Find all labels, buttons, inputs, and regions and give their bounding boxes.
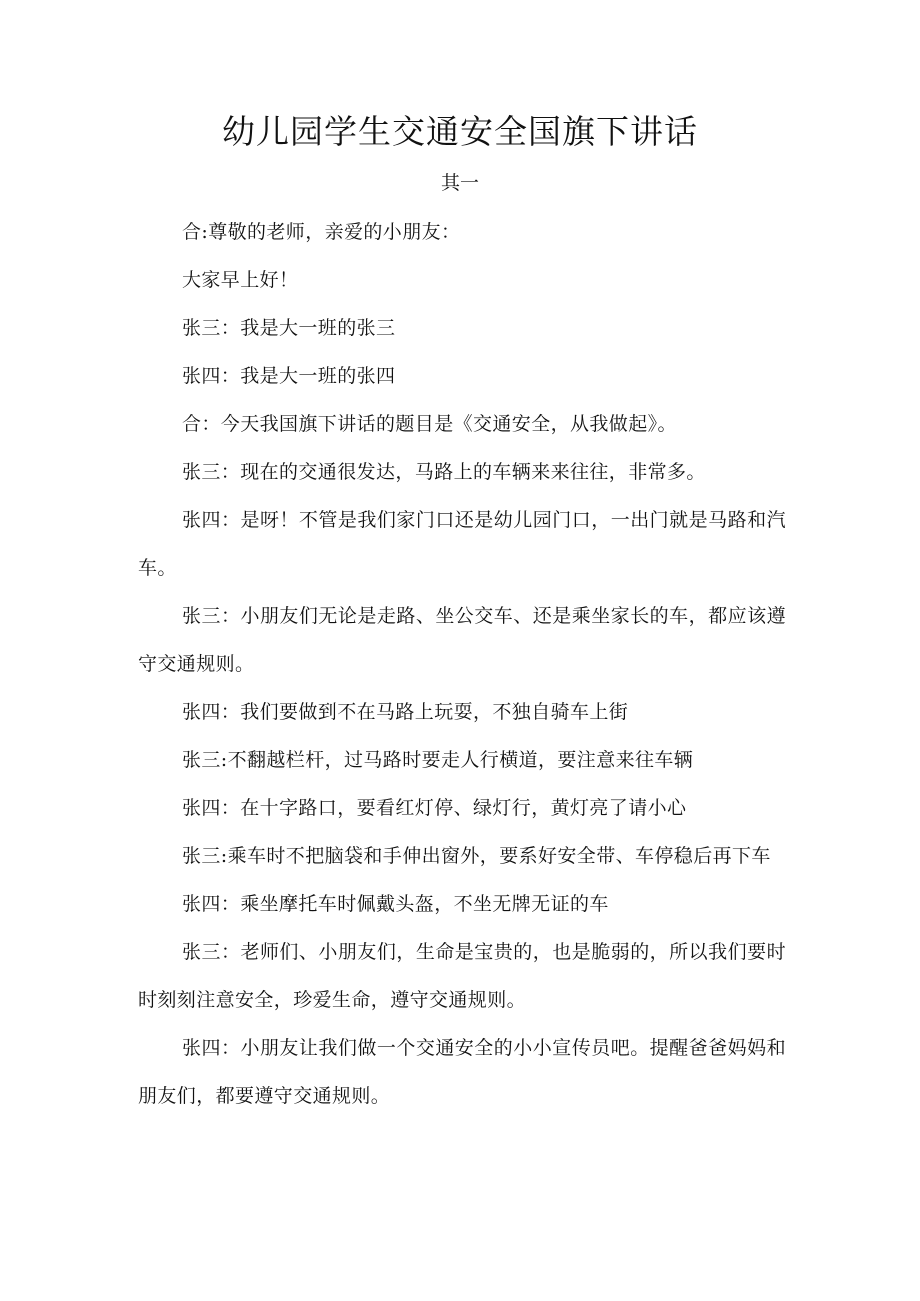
paragraph: 张四：我是大一班的张四 <box>182 365 396 387</box>
paragraph: 张三:乘车时不把脑袋和手伸出窗外，要系好安全带、车停稳后再下车 <box>182 845 771 867</box>
paragraph: 张四：是呀！不管是我们家门口还是幼儿园门口，一出门就是马路和汽车。 <box>138 509 786 579</box>
paragraph: 张三:不翻越栏杆，过马路时要走人行横道，要注意来往车辆 <box>182 749 694 771</box>
paragraph: 合:尊敬的老师，亲爱的小朋友： <box>182 221 461 243</box>
paragraph: 张三：老师们、小朋友们，生命是宝贵的，也是脆弱的，所以我们要时时刻刻注意安全，珍爱生命，遵守交通规则。 <box>138 941 786 1011</box>
paragraph: 张四：在十字路口，要看红灯停、绿灯行，黄灯亮了请小心 <box>182 797 687 819</box>
paragraph: 张四：我们要做到不在马路上玩耍，不独自骑车上街 <box>182 701 629 723</box>
document-body <box>138 208 786 1120</box>
paragraph: 张四：乘坐摩托车时佩戴头盔，不坐无牌无证的车 <box>182 893 609 915</box>
document-subtitle: 其一 <box>440 172 479 194</box>
paragraph: 合：今天我国旗下讲话的题目是《交通安全，从我做起》。 <box>182 413 677 435</box>
document-title: 幼儿园学生交通安全国旗下讲话 <box>222 112 698 151</box>
paragraph: 张三：小朋友们无论是走路、坐公交车、还是乘坐家长的车，都应该遵守交通规则。 <box>138 605 786 675</box>
paragraph: 张三：现在的交通很发达，马路上的车辆来来往往，非常多。 <box>182 461 706 483</box>
paragraph: 大家早上好！ <box>182 269 299 291</box>
paragraph: 张四：小朋友让我们做一个交通安全的小小宣传员吧。提醒爸爸妈妈和朋友们，都要遵守交通规则。 <box>138 1037 786 1107</box>
paragraph: 张三：我是大一班的张三 <box>182 317 396 339</box>
